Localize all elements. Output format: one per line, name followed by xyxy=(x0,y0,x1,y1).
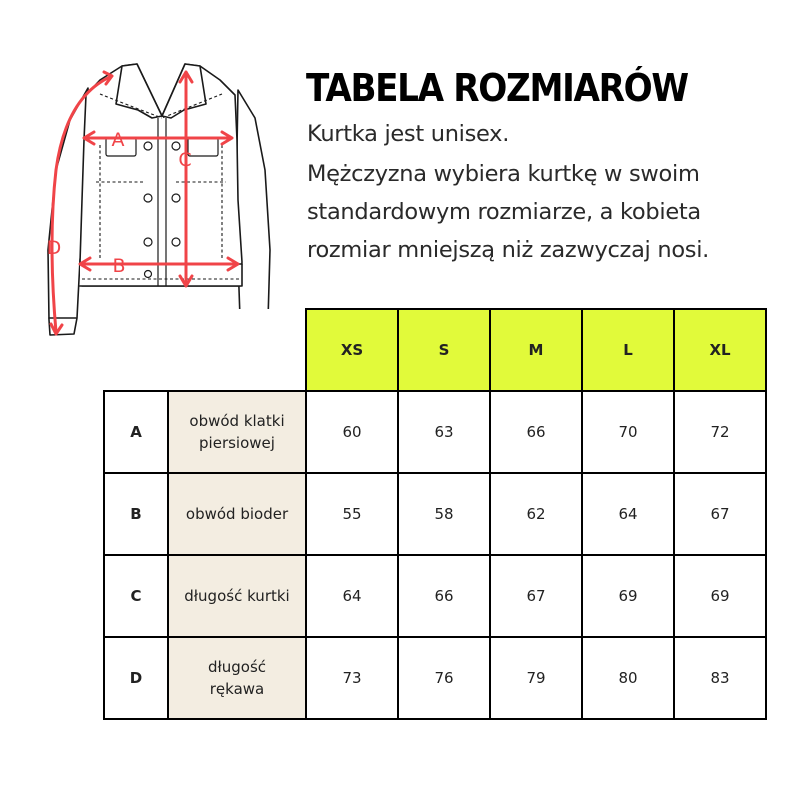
table-cell: 60 xyxy=(306,391,398,473)
size-header-m: M xyxy=(490,309,582,391)
measure-d-label: D xyxy=(46,237,62,259)
table-cell: 69 xyxy=(674,555,766,637)
measure-c-label: C xyxy=(178,149,192,171)
table-cell: 64 xyxy=(582,473,674,555)
table-cell: 72 xyxy=(674,391,766,473)
waistband xyxy=(80,264,242,286)
table-cell: 76 xyxy=(398,637,490,719)
table-cell: 64 xyxy=(306,555,398,637)
table-cell: 55 xyxy=(306,473,398,555)
table-row xyxy=(104,637,766,719)
table-cell: 66 xyxy=(398,555,490,637)
measure-b-label: B xyxy=(112,255,126,277)
size-header-s: S xyxy=(398,309,490,391)
row-label xyxy=(168,637,306,719)
table-cell: 67 xyxy=(490,555,582,637)
table-cell: 62 xyxy=(490,473,582,555)
measure-a-label: A xyxy=(111,129,125,151)
description-line-4: rozmiar mniejszą niż zazwyczaj nosi. xyxy=(307,237,710,263)
size-table xyxy=(103,308,767,720)
row-code: B xyxy=(104,473,168,555)
table-cell: 73 xyxy=(306,637,398,719)
jacket-outline xyxy=(48,64,270,335)
description-line-1: Kurtka jest unisex. xyxy=(307,121,510,147)
table-corner xyxy=(104,309,306,391)
row-label-line: długość kurtki xyxy=(184,587,290,605)
table-cell: 69 xyxy=(582,555,674,637)
description-line-3: standardowym rozmiarze, a kobieta xyxy=(307,199,701,225)
row-label-line: obwód klatki xyxy=(189,412,285,430)
row-code: D xyxy=(104,637,168,719)
row-label xyxy=(168,555,306,637)
row-label-line: obwód bioder xyxy=(185,505,289,523)
table-row xyxy=(104,391,766,473)
size-header-l: L xyxy=(582,309,674,391)
size-header-xs: XS xyxy=(306,309,398,391)
table-row xyxy=(104,473,766,555)
size-header-xl: XL xyxy=(674,309,766,391)
row-label-line: długość xyxy=(207,658,267,676)
denim-jacket-icon xyxy=(30,50,290,350)
table-cell: 67 xyxy=(674,473,766,555)
jacket-body xyxy=(80,64,242,286)
table-row xyxy=(104,555,766,637)
description-line-2: Mężczyzna wybiera kurtkę w swoim xyxy=(307,161,700,187)
table-cell: 63 xyxy=(398,391,490,473)
right-sleeve xyxy=(236,90,270,335)
size-header-row xyxy=(104,309,766,391)
row-code: C xyxy=(104,555,168,637)
table-cell: 79 xyxy=(490,637,582,719)
table-cell: 83 xyxy=(674,637,766,719)
row-label xyxy=(168,391,306,473)
table-cell: 70 xyxy=(582,391,674,473)
page-title: TABELA ROZMIARÓW xyxy=(306,66,688,110)
table-cell: 66 xyxy=(490,391,582,473)
row-label-line: piersiowej xyxy=(199,434,275,452)
row-code: A xyxy=(104,391,168,473)
row-label xyxy=(168,473,306,555)
table-cell: 58 xyxy=(398,473,490,555)
row-label-line: rękawa xyxy=(209,680,265,698)
table-cell: 80 xyxy=(582,637,674,719)
